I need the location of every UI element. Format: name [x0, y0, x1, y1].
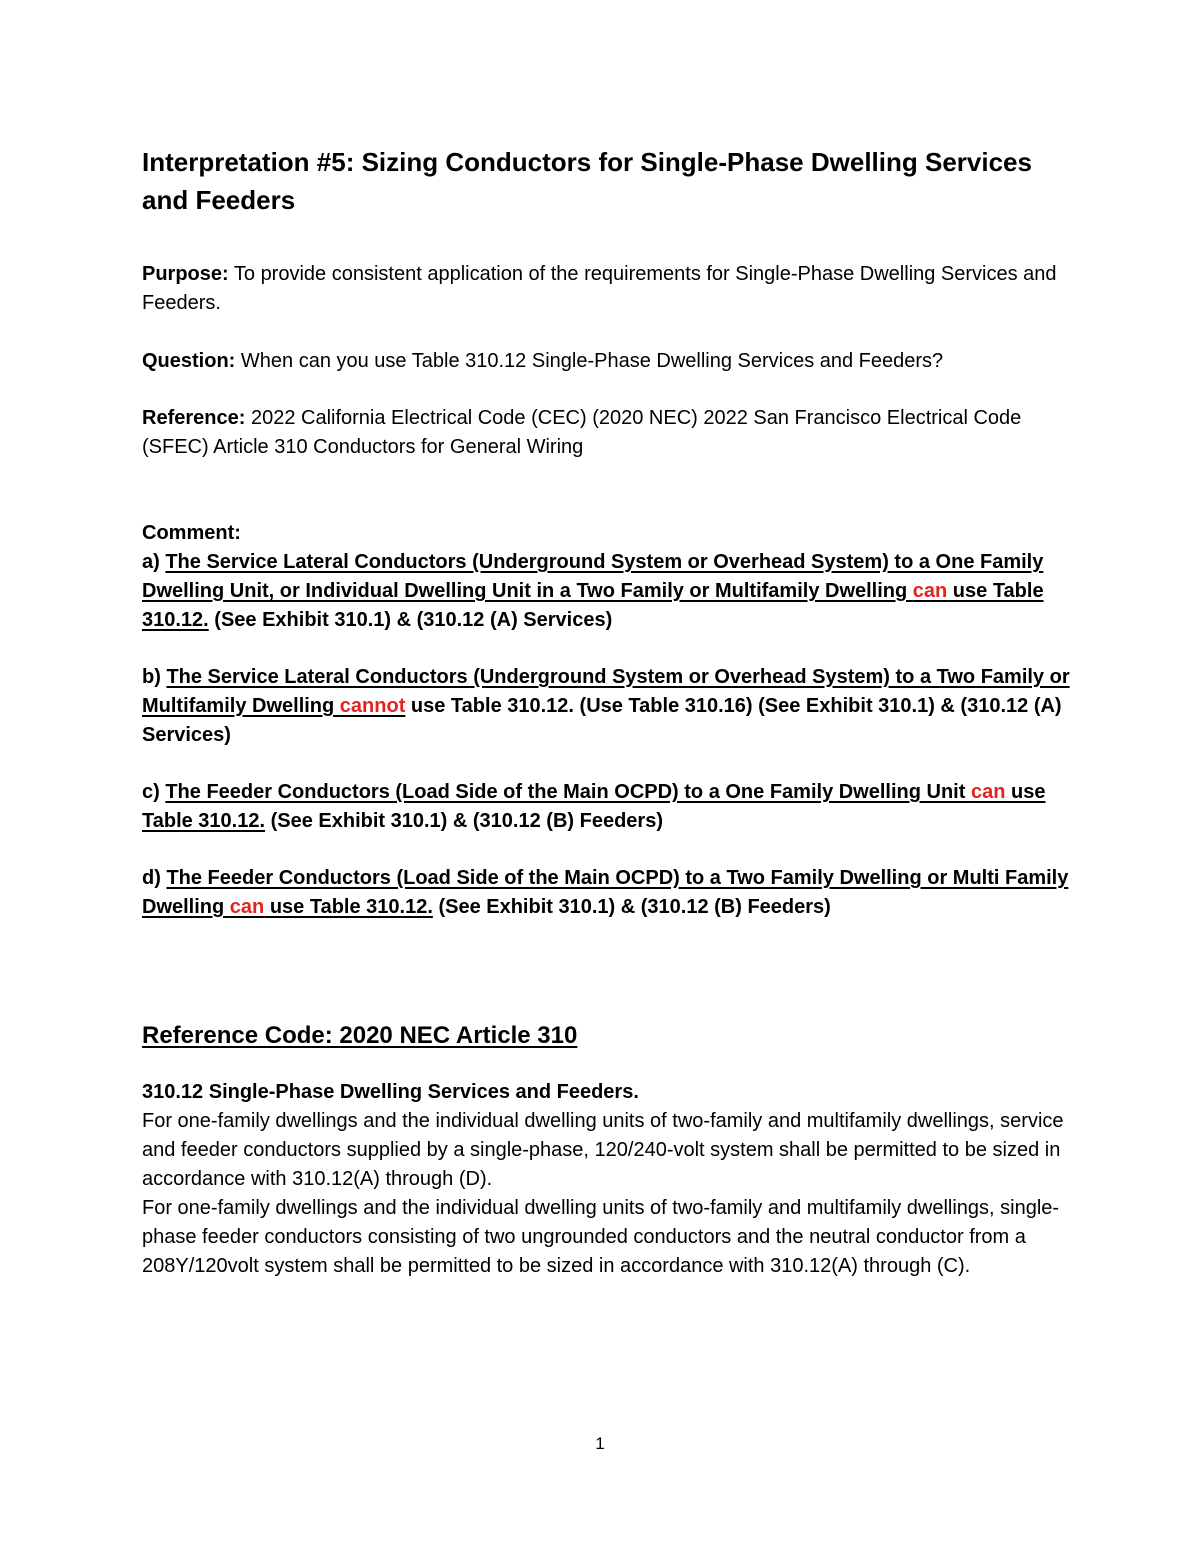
comment-item-b	[142, 663, 1072, 750]
comment-item-letter: a)	[142, 551, 166, 573]
comment-item-keyword: can	[970, 781, 1006, 803]
comment-item-text: use Table 310.12.	[142, 580, 1044, 631]
comment-item-text: use Table 310.12.	[142, 781, 1046, 832]
comment-item-keyword: can	[229, 896, 265, 918]
reference-text: 2022 California Electrical Code (CEC) (2020 NEC) 2022 San Francisco Electrical Code (SFEC) Article 310 Conductors for General Wiring	[142, 407, 1022, 458]
reference-code-paragraph-2: For one-family dwellings and the individual dwelling units of two-family and multifamily dwellings, single-phase feeder conductors consisting of two ungrounded conductors and the neutral conductor from a 208Y/120volt system shall be permitted to be sized in accordance with 310.12(A) through (C).	[142, 1197, 1060, 1277]
comment-item-rest: (See Exhibit 310.1) & (310.12 (B) Feeders)	[432, 896, 831, 918]
page-number: 1	[595, 1434, 605, 1453]
comment-item-letter: d)	[142, 867, 167, 889]
reference-code-heading: Reference Code: 2020 NEC Article 310	[142, 1022, 578, 1049]
comment-item-letter: b)	[142, 666, 167, 688]
comment-item-d	[142, 864, 1072, 922]
comment-item-text: The Service Lateral Conductors (Underground System or Overhead System) to a One Family Dwelling Unit, or Individual Dwelling Unit in a Two Family or Multifamily Dwelling	[142, 551, 1044, 602]
document-title: Interpretation #5: Sizing Conductors for Single-Phase Dwelling Services and Feeders	[142, 147, 1032, 215]
question-text: When can you use Table 310.12 Single-Phase Dwelling Services and Feeders?	[235, 350, 944, 372]
comment-item-a	[142, 548, 1072, 635]
question-label: Question:	[142, 350, 236, 372]
comment-item-text: The Feeder Conductors (Load Side of the Main OCPD) to a One Family Dwelling Unit	[165, 781, 971, 803]
comment-item-keyword: cannot	[339, 695, 406, 717]
reference-paragraph	[142, 404, 1072, 462]
reference-code-paragraph-1: For one-family dwellings and the individual dwelling units of two-family and multifamily dwellings, service and feeder conductors supplied by a single-phase, 120/240-volt system shall be permitted to be sized in accordance with 310.12(A) through (D).	[142, 1110, 1064, 1190]
comment-item-rest: (See Exhibit 310.1) & (310.12 (A) Services)	[208, 609, 613, 631]
comment-item-letter: c)	[142, 781, 166, 803]
reference-label: Reference:	[142, 407, 246, 429]
purpose-paragraph	[142, 260, 1072, 318]
question-paragraph	[142, 347, 1072, 376]
purpose-label: Purpose:	[142, 263, 229, 285]
comment-item-rest: use Table 310.12. (Use Table 310.16) (See Exhibit 310.1) & (310.12 (A) Services)	[142, 695, 1062, 746]
comment-item-text: use Table 310.12.	[264, 896, 433, 918]
reference-code-section-title: 310.12 Single-Phase Dwelling Services and Feeders.	[142, 1081, 639, 1103]
comment-item-text: The Feeder Conductors (Load Side of the Main OCPD) to a Two Family Dwelling or Multi Family Dwelling	[142, 867, 1069, 918]
comment-label: Comment:	[142, 522, 241, 544]
comment-item-text: The Service Lateral Conductors (Underground System or Overhead System) to a Two Family or Multifamily Dwelling	[142, 666, 1070, 717]
document-content	[142, 143, 1072, 1281]
comment-item-c	[142, 778, 1072, 836]
purpose-text: To provide consistent application of the requirements for Single-Phase Dwelling Services and Feeders.	[142, 263, 1057, 314]
comment-item-rest: (See Exhibit 310.1) & (310.12 (B) Feeders)	[265, 810, 663, 832]
comment-item-keyword: can	[912, 580, 948, 602]
